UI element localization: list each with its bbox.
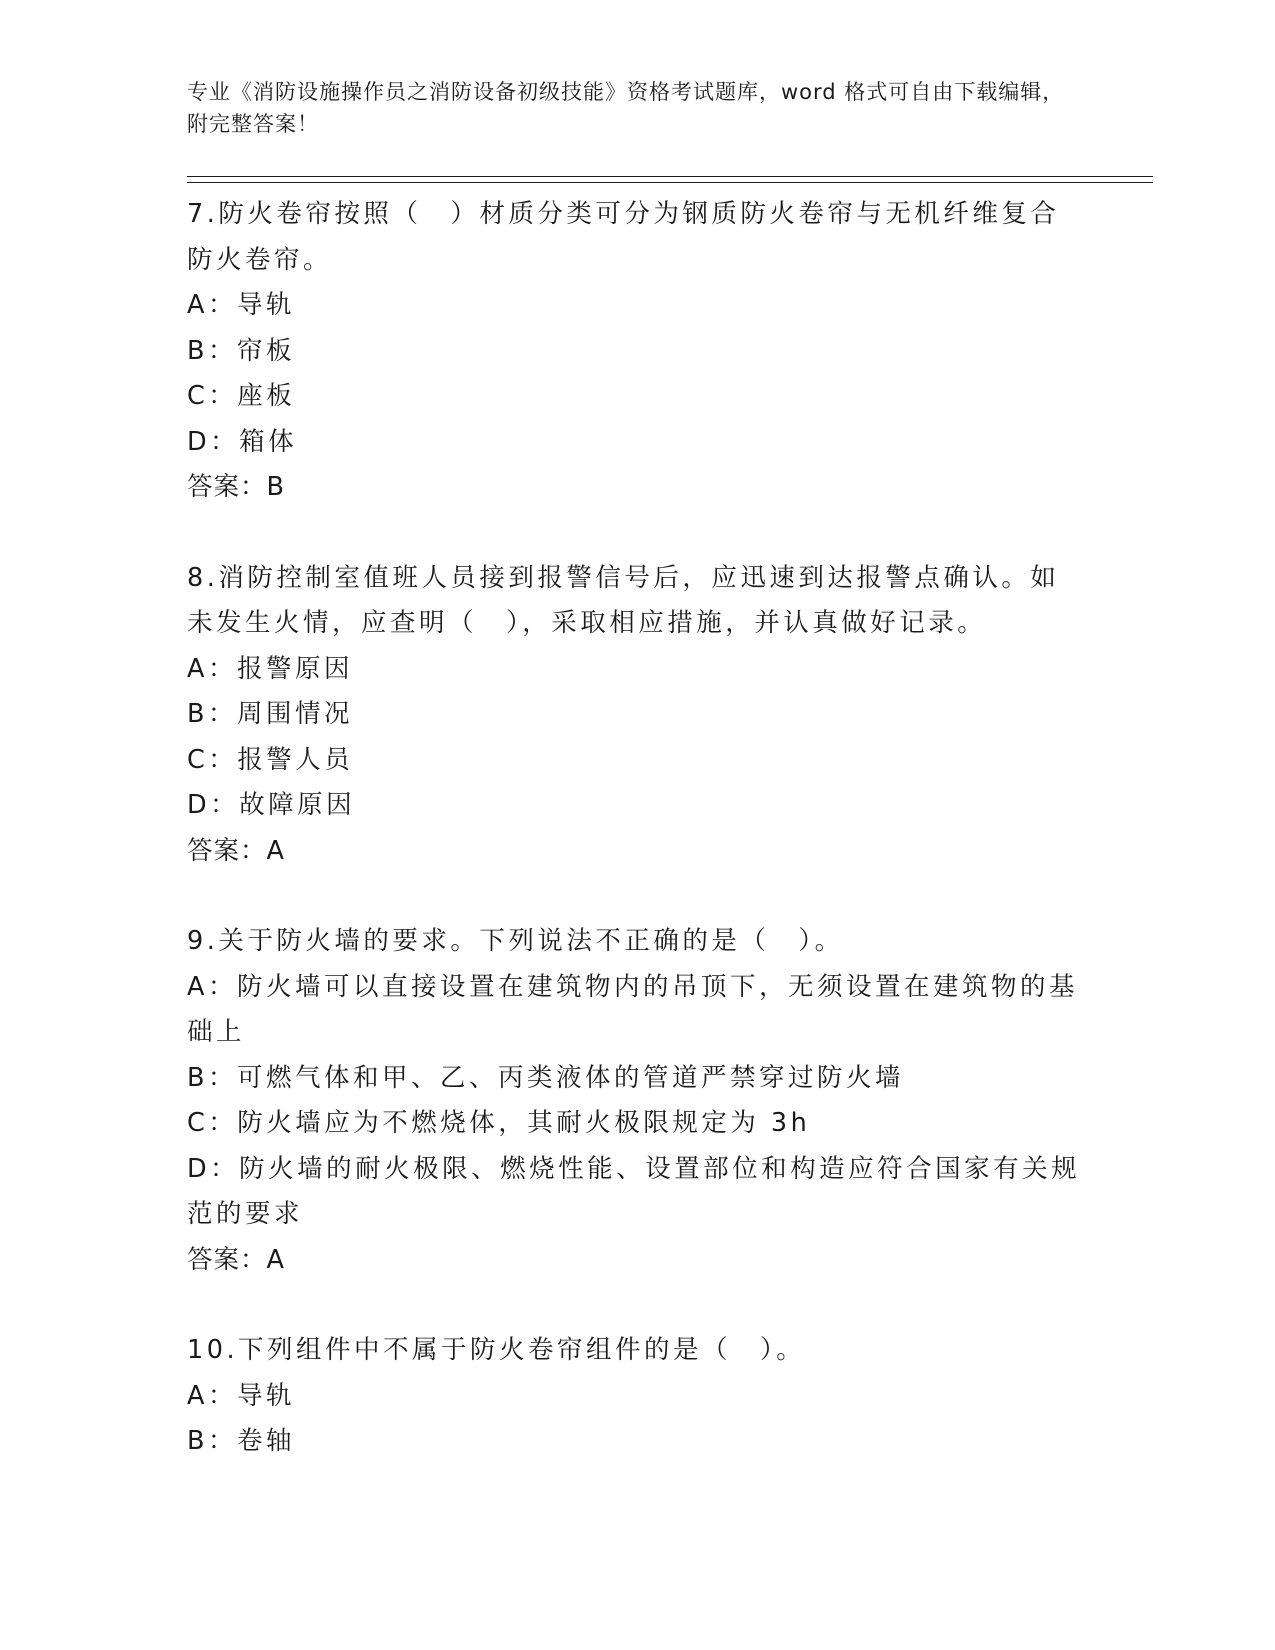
option-a: A：导轨 <box>187 290 295 320</box>
option-c: C：防火墙应为不燃烧体，其耐火极限规定为 3h <box>187 1108 811 1138</box>
option-c: C：报警人员 <box>187 744 354 775</box>
header-rule-bottom <box>187 182 1153 183</box>
document-header: 专业《消防设施操作员之消防设备初级技能》资格考试题库，word 格式可自由下载编辑，附完整答案！ <box>187 80 1065 136</box>
answer-value: A <box>266 835 285 866</box>
option-b: B：卷轴 <box>187 1426 295 1456</box>
question-stem: 7.防火卷帘按照（ ）材质分类可分为钢质防火卷帘与无机纤维复合防火卷帘。 <box>187 199 1060 275</box>
option-d: D：故障原因 <box>187 790 356 820</box>
question-item <box>187 556 1087 875</box>
option-d: D：箱体 <box>187 426 298 457</box>
question-item <box>187 192 1087 511</box>
question-list <box>187 192 1087 1510</box>
option-a: A：导轨 <box>187 1380 295 1411</box>
answer-label: 答案： <box>187 835 267 866</box>
answer-value: A <box>266 1244 285 1275</box>
question-stem: 10.下列组件中不属于防火卷帘组件的是（ ）。 <box>187 1335 806 1365</box>
question-stem: 8.消防控制室值班人员接到报警信号后，应迅速到达报警点确认。如未发生火情，应查明（ ），采取相应措施，并认真做好记录。 <box>187 562 1060 638</box>
answer-line <box>187 829 1087 875</box>
answer-label: 答案： <box>187 472 267 502</box>
question-item <box>187 1328 1087 1465</box>
answer-value: B <box>266 472 286 502</box>
answer-line <box>187 1238 1087 1284</box>
answer-label: 答案： <box>187 1244 267 1275</box>
question-item <box>187 919 1087 1283</box>
option-b: B：周围情况 <box>187 699 353 729</box>
option-a: A：报警原因 <box>187 653 353 684</box>
option-c: C：座板 <box>187 381 296 411</box>
option-b: B：帘板 <box>187 335 295 366</box>
header-rule-top <box>187 176 1153 177</box>
answer-line <box>187 465 1087 511</box>
question-stem: 9.关于防火墙的要求。下列说法不正确的是（ ）。 <box>187 926 844 956</box>
option-a: A：防火墙可以直接设置在建筑物内的吊顶下，无须设置在建筑物的基础上 <box>187 971 1078 1047</box>
option-d: D：防火墙的耐火极限、燃烧性能、设置部位和构造应符合国家有关规范的要求 <box>187 1153 1081 1229</box>
option-b: B：可燃气体和甲、乙、丙类液体的管道严禁穿过防火墙 <box>187 1062 904 1093</box>
